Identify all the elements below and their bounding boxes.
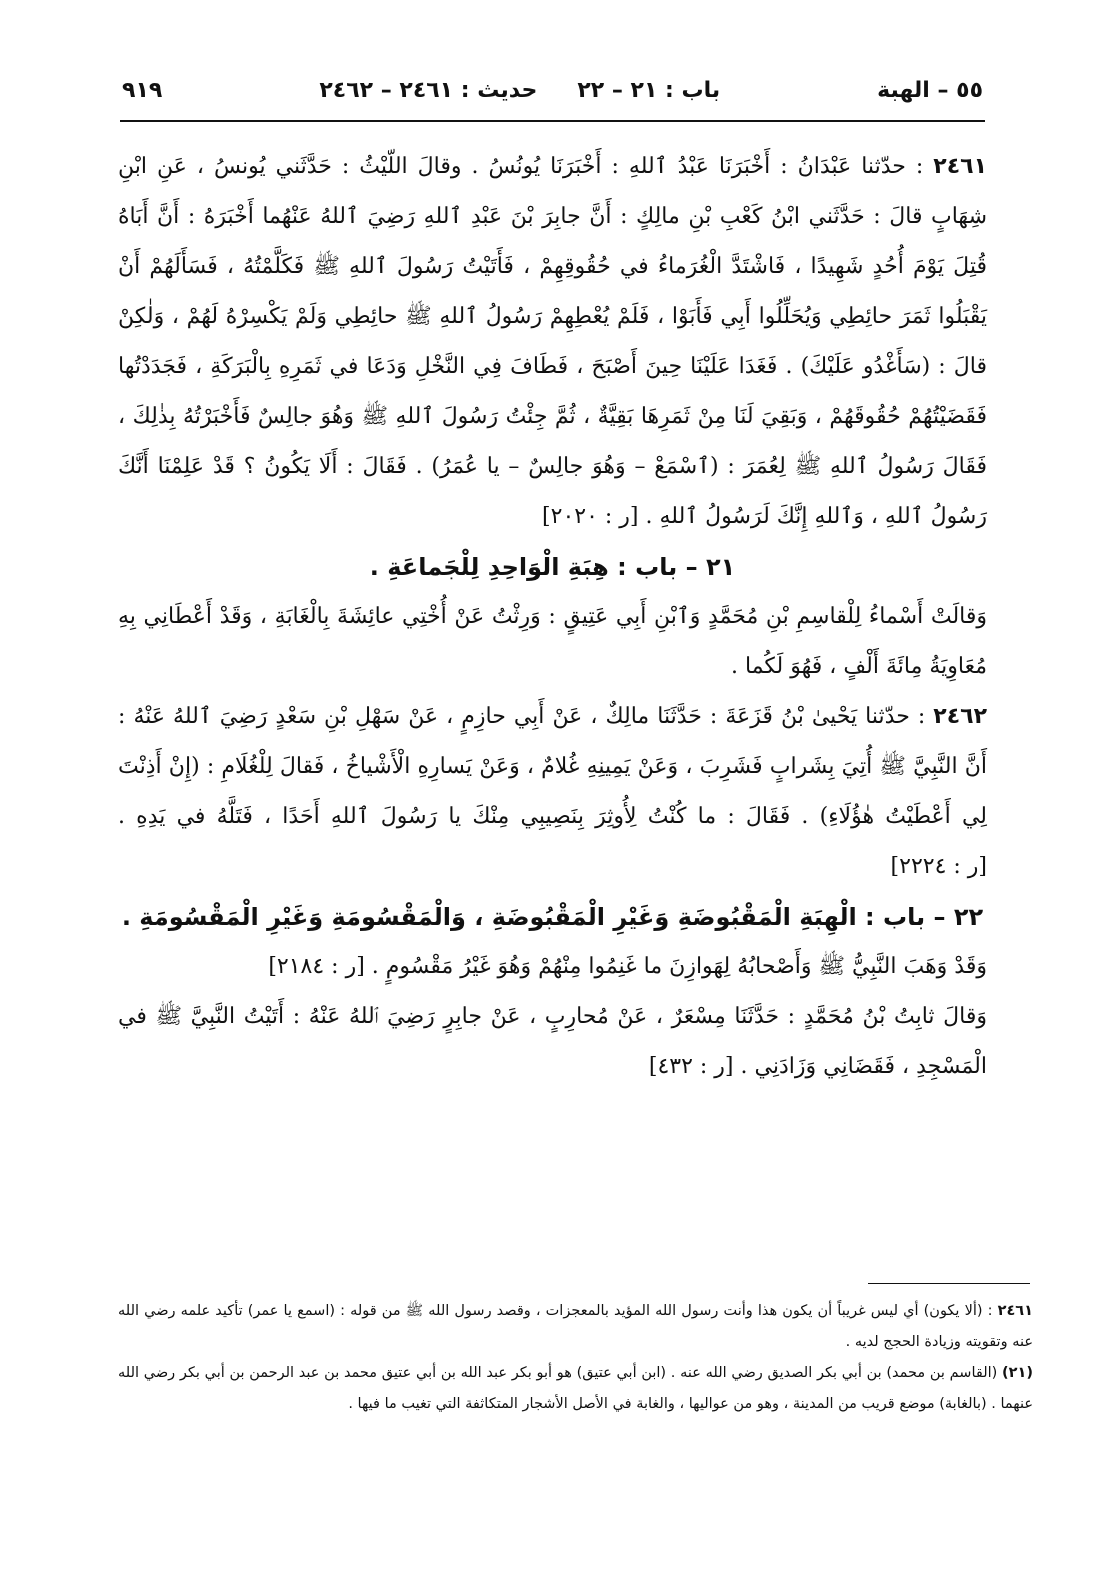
footnotes bbox=[118, 1296, 1033, 1420]
book-title: ٥٥ – الهبة bbox=[877, 77, 983, 103]
bab-22-para-1 bbox=[118, 942, 987, 992]
main-text bbox=[118, 142, 987, 1092]
hadith-2461 bbox=[118, 142, 987, 542]
footnote-number: ٢٤٦١ bbox=[997, 1303, 1033, 1319]
hadith-number: ٢٤٦٢ bbox=[933, 704, 988, 729]
footnote-2461 bbox=[118, 1296, 1033, 1358]
cross-reference: [ر : ٢٠٢٠] bbox=[542, 504, 639, 529]
hadith-text: : حدّثنا يَحْيىٰ بْنُ قَزَعَةَ : حَدَّثَنَا مالِكٌ ، عَنْ أَبِي حازِمٍ ، عَنْ سَهْلِ بْنِ سَعْدٍ رَضِيَ ٱللهُ عَنْهُ : أَنَّ النَّبِيَّ ﷺ أُتِيَ بِشَرابٍ فَشَرِبَ ، وَعَنْ يَمِينِهِ غُلامٌ ، وَعَنْ يَسارِهِ الْأَشْياخُ ، فَقالَ لِلْغُلَامِ : (إِنْ أَذِنْتَ لِي أَعْطَيْتُ هٰؤُلَاءِ) . فَقَالَ : ما كُنْتُ لِأُوثِرَ بِنَصِيبِي مِنْكَ يا رَسُولَ ٱللهِ أَحَدًا ، فَتَلَّهُ في يَدِهِ . bbox=[118, 704, 987, 829]
header-divider bbox=[120, 120, 985, 122]
footnote-number: (٢١) bbox=[1002, 1365, 1033, 1381]
paragraph-text: وَقالَ ثابِتُ بْنُ مُحَمَّدٍ : حَدَّثَنَا مِسْعَرٌ ، عَنْ مُحارِبٍ ، عَنْ جابِرٍ رَضِيَ ٱللهُ عَنْهُ : أَتَيْتُ النَّبِيَّ ﷺ في الْمَسْجِدِ ، فَقَضَانِي وَزَادَنِي . bbox=[118, 1004, 987, 1079]
bab-22-para-2 bbox=[118, 992, 987, 1092]
bab-22-title: ٢٢ – باب : الْهِبَةِ الْمَقْبُوضَةِ وَغَيْرِ الْمَقْبُوضَةِ ، وَالْمَقْسُومَةِ وَغَيْرِ الْمَقْسُومَةِ . bbox=[121, 903, 984, 931]
cross-reference: [ر : ٤٣٢] bbox=[648, 1054, 734, 1079]
page-number: ٩١٩ bbox=[122, 77, 163, 103]
footnote-21 bbox=[118, 1358, 1033, 1420]
paragraph-text: وَقَدْ وَهَبَ النَّبِيُّ ﷺ وَأَصْحابُهُ لِهَوازِنَ ما غَنِمُوا مِنْهُمْ وَهُوَ غَيْرُ مَقْسُومٍ . bbox=[371, 954, 987, 979]
footnote-text: : (ألا يكون) أي ليس غريباً أن يكون هذا وأنت رسول الله المؤيد بالمعجزات ، وقصد رسول الله ﷺ من قوله : (اسمع يا عمر) تأكيد علمه رضي الله عنه وتقويته وزيادة الحجج لديه . bbox=[118, 1303, 1033, 1350]
header-references bbox=[319, 78, 720, 103]
hadith-range: حديث : ٢٤٦١ – ٢٤٦٢ bbox=[319, 77, 538, 103]
page-header bbox=[122, 72, 983, 108]
footnote-text: (القاسم بن محمد) بن أبي بكر الصديق رضي الله عنه . (ابن أبي عتيق) هو أبو بكر عبد الله بن أبي عتيق محمد بن عبد الرحمن بن أبي بكر رضي الله عنهما . (بالغابة) موضع قريب من المدينة ، وهو من عواليها ، والغابة في الأصل الأشجار المتكاثفة التي تغيب ما فيها . bbox=[118, 1365, 1033, 1412]
bab-21-text: وَقالَتْ أَسْماءُ لِلْقاسِمِ بْنِ مُحَمَّدٍ وَٱبْنِ أَبِي عَتِيقٍ : وَرِثْتُ عَنْ أُخْتِي عائِشَةَ بِالْغَابَةِ ، وَقَدْ أَعْطَانِي بِهِ مُعَاوِيَةُ مِائَةَ أَلْفٍ ، فَهُوَ لَكُما . bbox=[118, 604, 987, 679]
bab-range: باب : ٢١ – ٢٢ bbox=[577, 77, 721, 103]
hadith-number: ٢٤٦١ bbox=[933, 154, 987, 179]
footnote-divider bbox=[868, 1283, 1030, 1284]
hadith-text: : حدّثنا عَبْدَانُ : أَخْبَرَنَا عَبْدُ ٱللهِ : أَخْبَرَنَا يُونُسُ . وقالَ اللّيْثُ : حَدَّثَني يُونسُ ، عَنِ ابْنِ شِهَابٍ قالَ : حَدَّثَني ابْنُ كَعْبِ بْنِ مالِكٍ : أَنَّ جابِرَ بْنَ عَبْدِ ٱللهِ رَضِيَ ٱللهُ عَنْهُما أَخْبَرَهُ : أَنَّ أَبَاهُ قُتِلَ يَوْمَ أُحُدٍ شَهِيدًا ، فَاشْتَدَّ الْغُرَماءُ في حُقُوقِهِمْ ، فَأَتَيْتُ رَسُولَ ٱللهِ ﷺ فَكَلَّمْتُهُ ، فَسَأَلَهُمْ أَنْ يَقْبَلُوا ثَمَرَ حائِطِي وَيُحَلِّلُوا أَبِي فَأَبَوْا ، فَلَمْ يُعْطِهِمْ رَسُولُ ٱللهِ ﷺ حائِطِي وَلَمْ يَكْسِرْهُ لَهُمْ ، وَلٰكِنْ قالَ : (سَأَغْدُو عَلَيْكَ) . فَغَدَا عَلَيْنَا حِينَ أَصْبَحَ ، فَطَافَ فِي النَّخْلِ وَدَعَا في ثَمَرِهِ بِالْبَرَكَةِ ، فَجَدَدْتُها فَقَضَيْتُهُمْ حُقُوقَهُمْ ، وَبَقِيَ لَنَا مِنْ ثَمَرِهَا بَقِيَّةٌ ، ثُمَّ جِئْتُ رَسُولَ ٱللهِ ﷺ وَهُوَ جالِسٌ فَأَخْبَرْتُهُ بِذٰلِكَ ، فَقَالَ رَسُولُ ٱللهِ ﷺ لِعُمَرَ : (ٱسْمَعْ – وَهُوَ جالِسٌ – يا عُمَرُ) . فَقَالَ : أَلَا يَكُونُ ؟ قَدْ عَلِمْنَا أَنَّكَ رَسُولُ ٱللهِ ، وَٱللهِ إِنَّكَ لَرَسُولُ ٱللهِ . bbox=[118, 154, 988, 529]
cross-reference: [ر : ٢١٨٤] bbox=[268, 954, 365, 979]
cross-reference: [ر : ٢٢٢٤] bbox=[890, 854, 987, 879]
hadith-2462 bbox=[118, 692, 987, 892]
bab-21-title: ٢١ – باب : هِبَةِ الْوَاحِدِ لِلْجَماعَةِ . bbox=[369, 553, 736, 581]
